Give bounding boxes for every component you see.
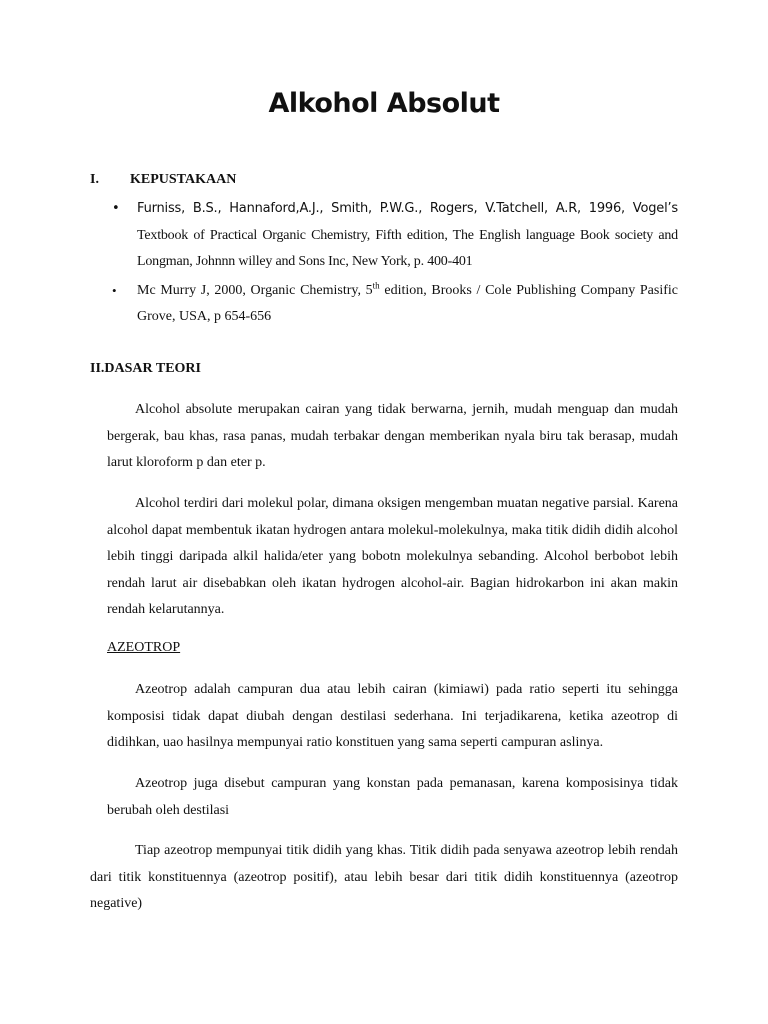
section-1-heading: KEPUSTAKAAN (130, 172, 237, 187)
reference-text: Mc Murry J, 2000, Organic Chemistry, 5 (137, 282, 373, 298)
reference-text-continued: Textbook of Practical Organic Chemistry, Fifth edition, The English language Book society and Longman, Johnnn willey and Sons Inc, New York, p. 400-401 (137, 227, 678, 269)
bullet-icon: • (112, 201, 120, 216)
paragraph: Alcohol absolute merupakan cairan yang tidak berwarna, jernih, mudah menguap dan mudah bergerak, bau khas, rasa panas, mudah terbakar dengan memberikan nyala biru tak berasap, mudah larut kloroform p dan eter p. (107, 402, 678, 471)
section-1-number: I. (90, 172, 99, 187)
bullet-icon: • (112, 282, 117, 298)
reference-item (112, 278, 678, 331)
reference-list (112, 196, 678, 331)
document-title: Alkohol Absolut (268, 88, 500, 119)
azeotrop-subheading: AZEOTROP (107, 640, 181, 655)
paragraph: Alcohol terdiri dari molekul polar, dimana oksigen mengemban muatan negative parsial. Karena alcohol dapat membentuk ikatan hydrogen antara molekul-molekulnya, maka titik didih didih alcohol lebih tinggi daripada alkil halida/eter yang bobotn molekulnya sebanding. Alcohol berbobot lebih rendah larut air disebabkan oleh ikatan hydrogen alcohol-air. Bagian hidrokarbon ini akan makin rendah kelarutannya. (107, 496, 678, 618)
reference-text-continued: edition, Brooks / Cole Publishing Company Pasific Grove, USA, p 654-656 (137, 282, 678, 324)
paragraph: Tiap azeotrop mempunyai titik didih yang khas. Titik didih pada senyawa azeotrop lebih rendah dari titik konstituennya (azeotrop positif), atau lebih besar dari titik didih konstituennya (azeotrop negative) (90, 843, 678, 912)
paragraph: Azeotrop juga disebut campuran yang konstan pada pemanasan, karena komposisinya tidak berubah oleh destilasi (107, 776, 678, 818)
reference-superscript: th (372, 279, 380, 290)
reference-item (112, 196, 678, 276)
reference-text: Furniss, B.S., Hannaford,A.J., Smith, P.W.G., Rogers, V.Tatchell, A.R, 1996, Vogel’s (137, 201, 678, 216)
paragraph: Azeotrop adalah campuran dua atau lebih cairan (kimiawi) pada ratio seperti itu sehingga komposisi tidak dapat diubah dengan destilasi sederhana. Ini terjadikarena, ketika azeotrop di didihkan, uao hasilnya mempunyai ratio konstituen yang sama seperti campuran aslinya. (107, 682, 678, 751)
section-2-heading: II.DASAR TEORI (90, 361, 201, 376)
